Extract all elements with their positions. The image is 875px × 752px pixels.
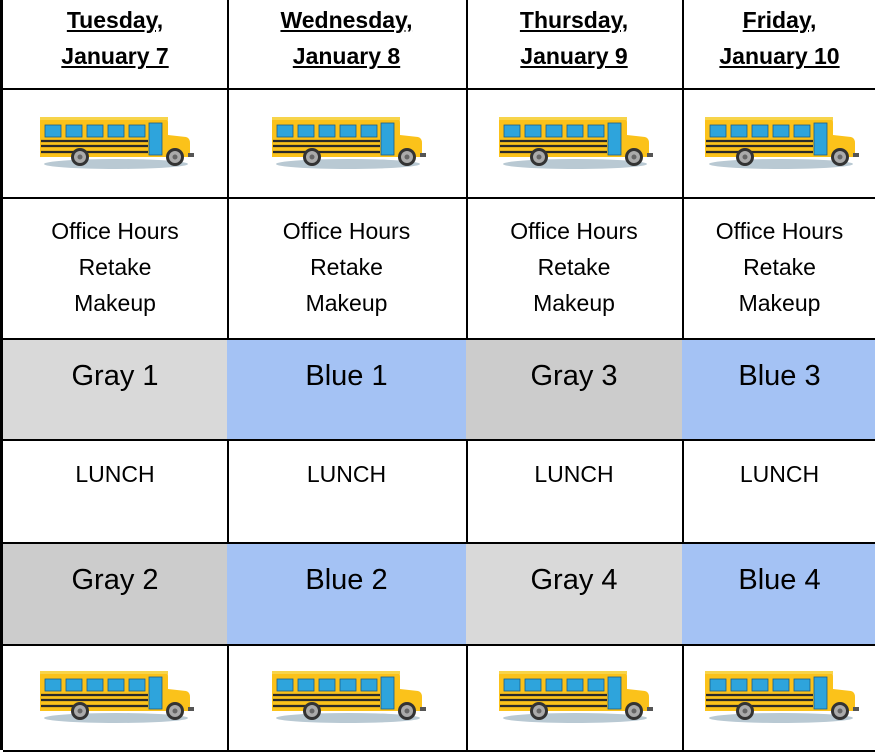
bus-cell (3, 90, 229, 199)
bus-cell (227, 90, 468, 199)
school-bus-icon (36, 669, 194, 727)
activity-label: Makeup (305, 290, 388, 316)
day-name: Wednesday, (280, 7, 413, 33)
activity-label: Retake (743, 254, 816, 280)
activity-label: Makeup (738, 290, 821, 316)
activity-label: Makeup (533, 290, 615, 316)
afternoon-group-cell (466, 544, 684, 646)
activity-label: Makeup (74, 290, 156, 316)
bus-cell (682, 90, 875, 199)
group-label: Gray 1 (71, 360, 159, 392)
group-label: Blue 4 (738, 564, 821, 596)
day-header (466, 0, 684, 90)
day-date: January 9 (520, 43, 628, 69)
school-bus-icon (495, 115, 653, 173)
lunch-cell (466, 441, 684, 544)
day-header (682, 0, 875, 90)
lunch-cell (682, 441, 875, 544)
day-date: January 7 (61, 43, 169, 69)
day-header (227, 0, 468, 90)
bus-cell (3, 646, 229, 752)
group-label: Blue 2 (305, 564, 388, 596)
group-label: Gray 3 (530, 360, 618, 392)
day-header (3, 0, 229, 90)
group-label: Blue 3 (738, 360, 821, 392)
lunch-label: LUNCH (75, 461, 155, 487)
lunch-cell (227, 441, 468, 544)
afternoon-group-cell (682, 544, 875, 646)
day-name: Thursday, (519, 7, 629, 33)
activities-cell (682, 199, 875, 340)
group-label: Gray 4 (530, 564, 618, 596)
day-name: Tuesday, (66, 7, 164, 33)
activity-label: Office Hours (715, 218, 844, 244)
activity-label: Retake (78, 254, 152, 280)
morning-group-cell (227, 340, 468, 441)
activity-label: Retake (537, 254, 611, 280)
group-label: Blue 1 (305, 360, 388, 392)
morning-group-cell (682, 340, 875, 441)
bus-cell (227, 646, 468, 752)
morning-group-cell (466, 340, 684, 441)
school-bus-icon (268, 115, 426, 173)
activity-label: Retake (310, 254, 383, 280)
lunch-cell (3, 441, 229, 544)
activities-cell (3, 199, 229, 340)
morning-group-cell (3, 340, 229, 441)
school-bus-icon (36, 115, 194, 173)
activities-cell (227, 199, 468, 340)
lunch-label: LUNCH (739, 461, 820, 487)
bus-cell (466, 90, 684, 199)
lunch-label: LUNCH (306, 461, 387, 487)
school-bus-icon (701, 669, 859, 727)
activity-label: Office Hours (510, 218, 638, 244)
day-name: Friday, (742, 7, 817, 33)
activity-label: Office Hours (51, 218, 179, 244)
bus-cell (466, 646, 684, 752)
group-label: Gray 2 (71, 564, 159, 596)
activity-label: Office Hours (282, 218, 411, 244)
afternoon-group-cell (3, 544, 229, 646)
school-bus-icon (701, 115, 859, 173)
day-date: January 8 (292, 43, 401, 69)
school-bus-icon (495, 669, 653, 727)
lunch-label: LUNCH (534, 461, 614, 487)
day-date: January 10 (719, 43, 840, 69)
activities-cell (466, 199, 684, 340)
school-bus-icon (268, 669, 426, 727)
bus-cell (682, 646, 875, 752)
afternoon-group-cell (227, 544, 468, 646)
